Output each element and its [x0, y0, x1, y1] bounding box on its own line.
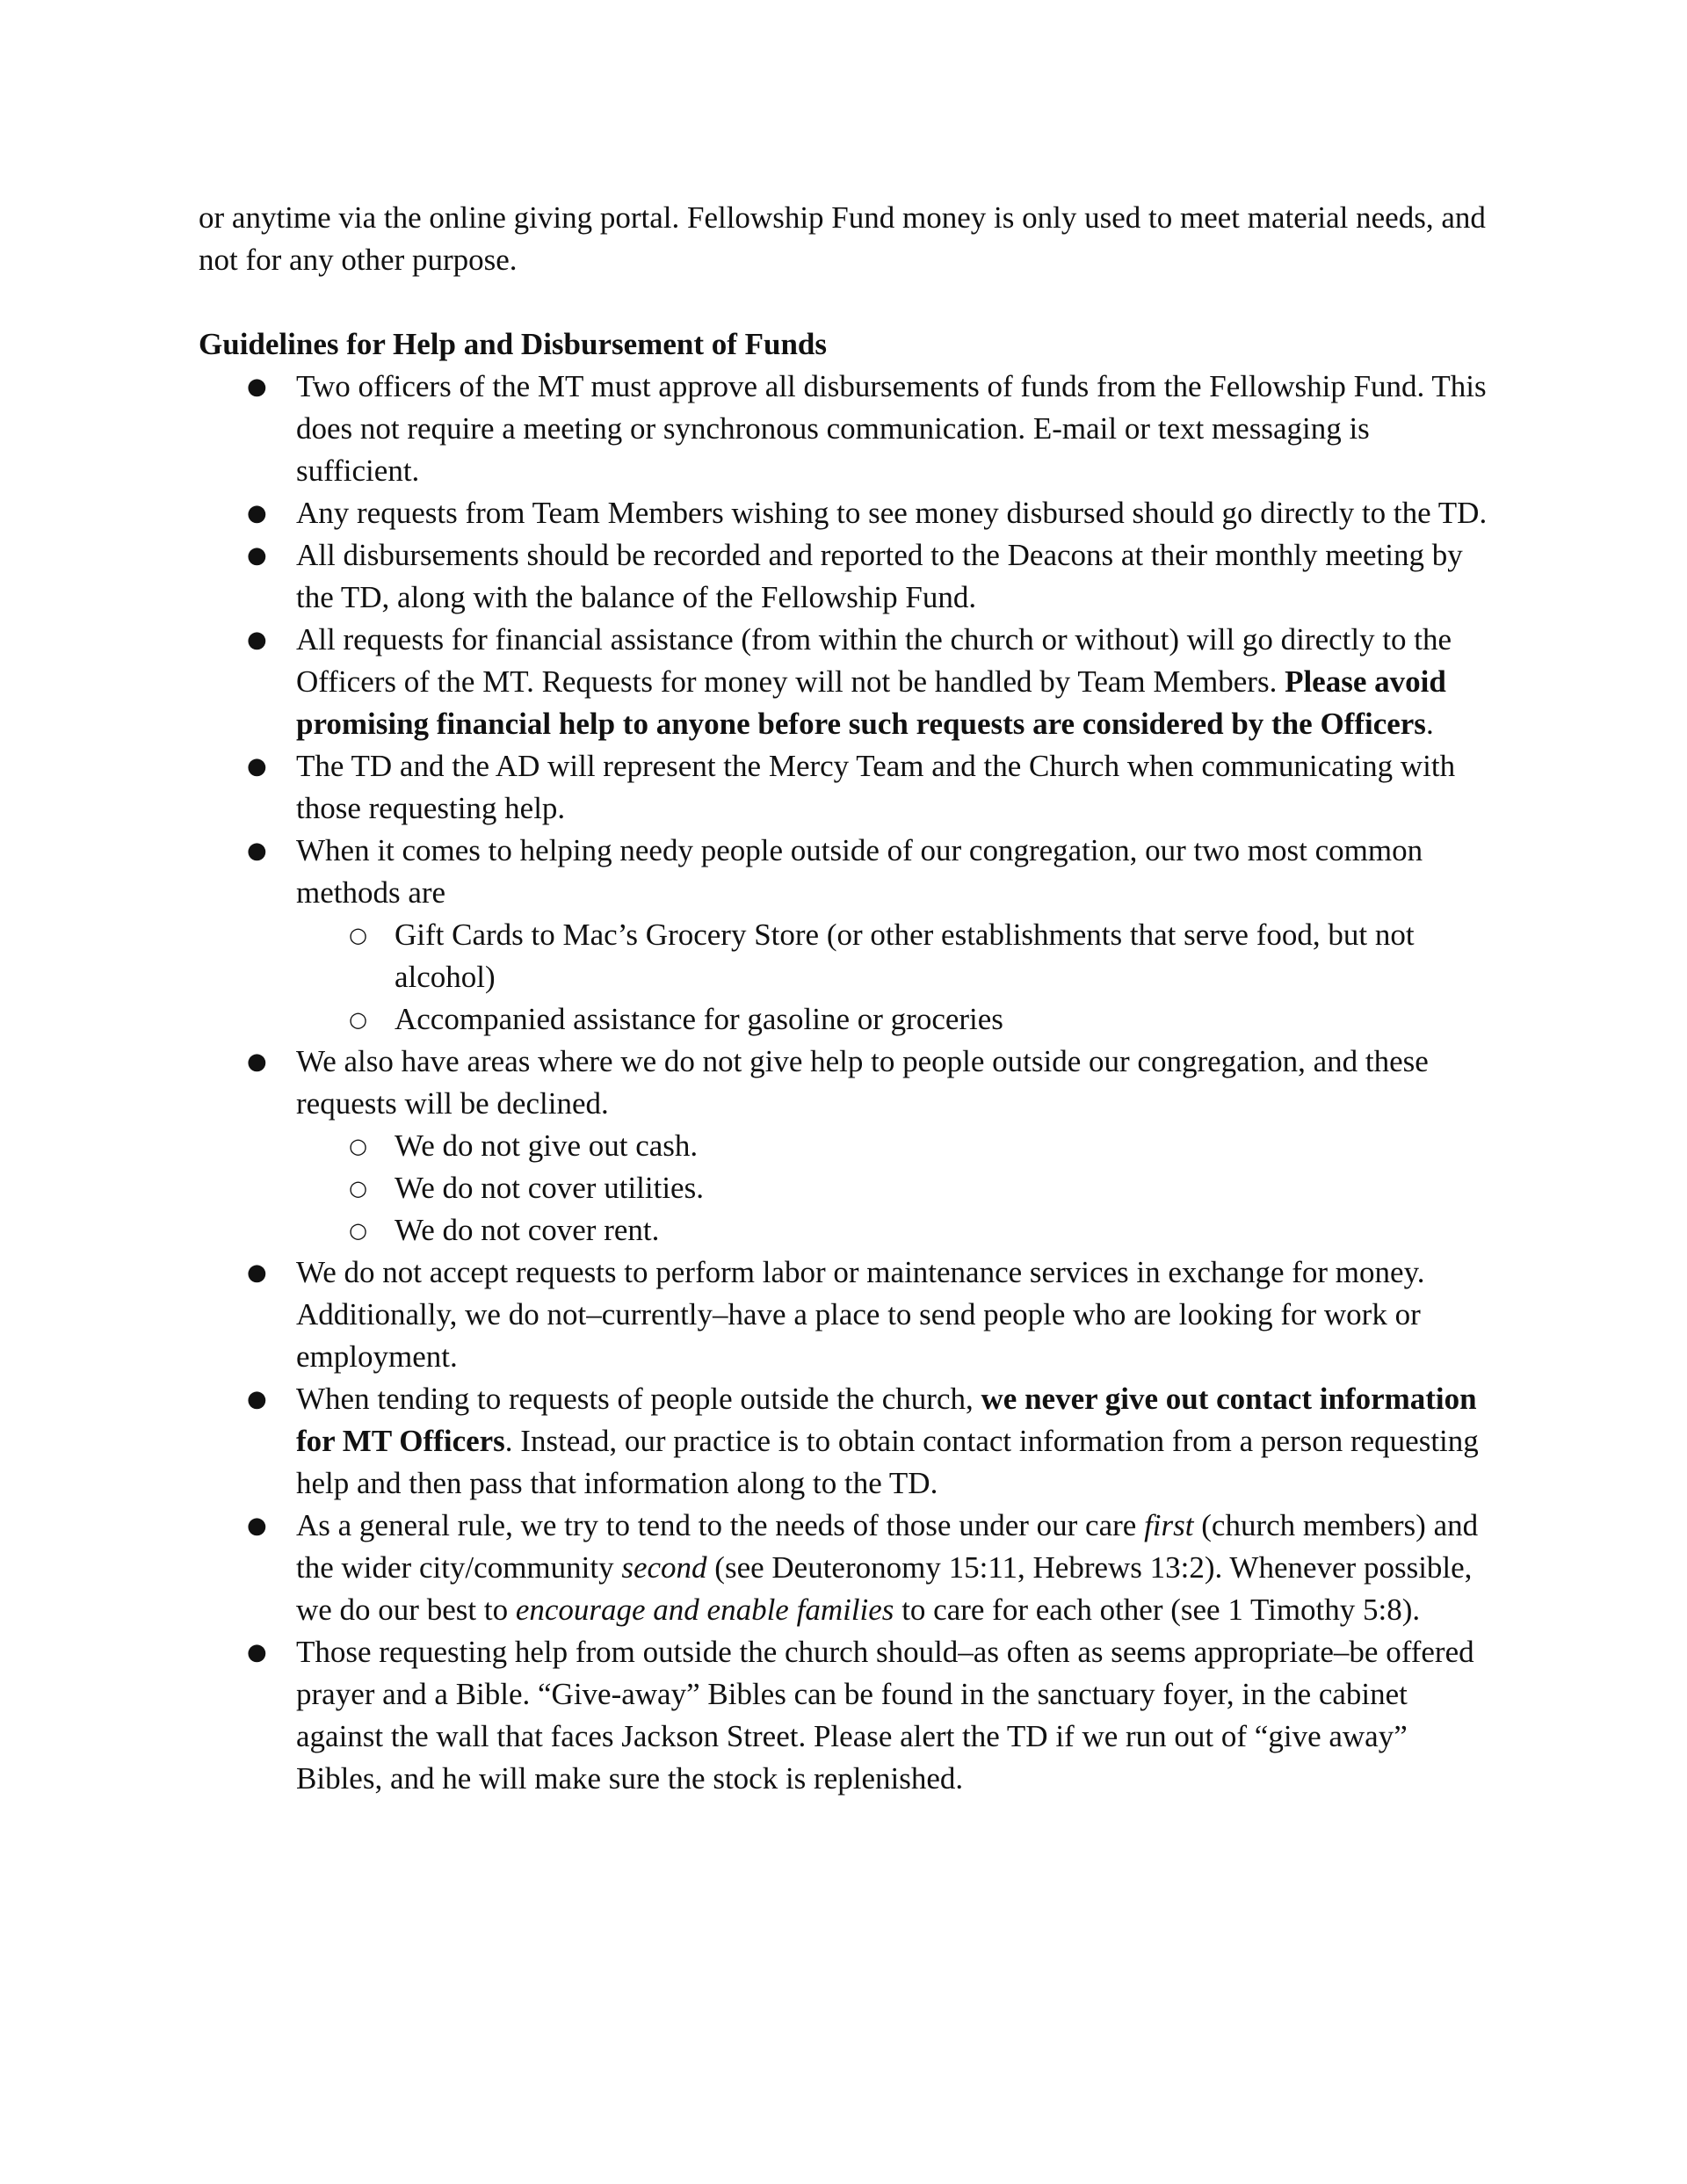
sub-list-item: ○ Gift Cards to Mac’s Grocery Store (or other establishments that serve food, but not alcohol) — [296, 914, 1490, 998]
sub-list-item: ○ We do not give out cash. — [296, 1125, 1490, 1167]
list-item: ● Those requesting help from outside the church should–as often as seems appropriate–be offered prayer and a Bible. “Give-away” Bibles can be found in the sanctuary foyer, in the cabinet against the wall that faces Jackson Street. Please alert the TD if we run out of “give away” Bibles, and he will make sure the stock is replenished. — [199, 1631, 1490, 1800]
italic-emphasis: second — [621, 1550, 707, 1585]
list-item: ● All requests for financial assistance (from within the church or without) will go directly to the Officers of the MT. Requests for money will not be handled by Team Members. Please avoid promising financial help to anyone before such requests are considered by the Officers. — [199, 619, 1490, 745]
sub-list-item: ○ Accompanied assistance for gasoline or groceries — [296, 998, 1490, 1041]
section-heading: Guidelines for Help and Disbursement of Funds — [199, 327, 828, 361]
list-item: ● Two officers of the MT must approve all disbursements of funds from the Fellowship Fund. This does not require a meeting or synchronous communication. E-mail or text messaging is sufficient. — [199, 366, 1490, 492]
list-item: ● When it comes to helping needy people outside of our congregation, our two most common methods are ○ Gift Cards to Mac’s Grocery Store (or other establishments that serve food, but not alcohol) ○ Accompanied assistance for gasoline or groceries — [199, 830, 1490, 1041]
guidelines-list — [199, 366, 1490, 1800]
bold-emphasis: Please avoid promising financial help to anyone before such requests are considered by the Officers — [296, 664, 1446, 741]
bold-emphasis: we never give out contact information for MT Officers — [296, 1382, 1477, 1458]
sub-list-item: ○ We do not cover rent. — [296, 1209, 1490, 1252]
sub-list — [296, 1125, 1490, 1252]
list-item: ● We also have areas where we do not give help to people outside our congregation, and these requests will be declined. ○ We do not give out cash. ○ We do not cover utilities. ○ We do not cover rent. — [199, 1041, 1490, 1252]
italic-emphasis: encourage and enable families — [515, 1593, 894, 1627]
list-item: ● The TD and the AD will represent the Mercy Team and the Church when communicating with those requesting help. — [199, 745, 1490, 830]
list-item: ● All disbursements should be recorded and reported to the Deacons at their monthly meeting by the TD, along with the balance of the Fellowship Fund. — [199, 534, 1490, 619]
intro-paragraph: or anytime via the online giving portal. Fellowship Fund money is only used to meet material needs, and not for any other purpose. — [199, 200, 1486, 277]
italic-emphasis: first — [1144, 1508, 1194, 1542]
list-item: ● Any requests from Team Members wishing to see money disbursed should go directly to the TD. — [199, 492, 1490, 534]
sub-list — [296, 914, 1490, 1041]
list-item: ● We do not accept requests to perform labor or maintenance services in exchange for money. Additionally, we do not–currently–have a place to send people who are looking for work or employment. — [199, 1252, 1490, 1378]
document-page — [199, 197, 1490, 1800]
sub-list-item: ○ We do not cover utilities. — [296, 1167, 1490, 1209]
list-item: ● As a general rule, we try to tend to the needs of those under our care first (church members) and the wider city/community second (see Deuteronomy 15:11, Hebrews 13:2). Whenever possible, we do our best to encourage and enable families to care for each other (see 1 Timothy 5:8). — [199, 1505, 1490, 1631]
list-item: ● When tending to requests of people outside the church, we never give out contact information for MT Officers. Instead, our practice is to obtain contact information from a person requesting help and then pass that information along to the TD. — [199, 1378, 1490, 1505]
